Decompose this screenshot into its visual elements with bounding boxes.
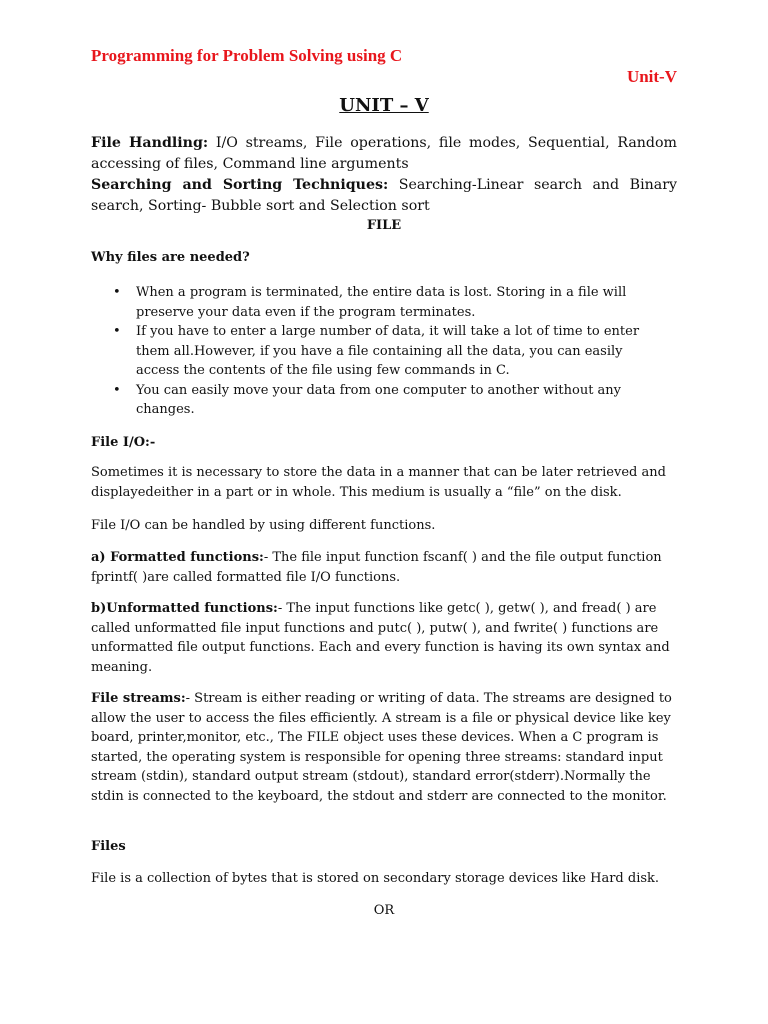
unformatted-label: b)Unformatted functions:	[91, 601, 278, 616]
list-item-text: When a program is terminated, the entire data is lost. Storing in a file will preserve your data even if the program terminates.	[136, 285, 627, 320]
or-separator: OR	[373, 903, 395, 918]
files-heading: Files	[91, 839, 126, 854]
list-item	[113, 283, 658, 322]
bullet-icon: •	[113, 285, 121, 300]
syllabus-searching	[91, 175, 677, 217]
searching-label: Searching and Sorting Techniques:	[91, 177, 389, 193]
course-title: Programming for Problem Solving using C	[91, 46, 403, 65]
file-streams-para	[91, 689, 677, 806]
formatted-text: - The file input function fscanf( ) and the file output function fprintf( )are called formatted file I/O functions.	[91, 550, 662, 585]
unit-label: Unit-V	[626, 67, 677, 86]
formatted-functions-para	[91, 548, 677, 587]
unformatted-functions-para	[91, 599, 677, 677]
file-handling-text: I/O streams, File operations, file modes, Sequential, Random accessing of files, Command line arguments	[91, 135, 677, 172]
list-item	[113, 322, 658, 381]
file-handling-label: File Handling:	[91, 135, 209, 151]
file-io-heading: File I/O:-	[91, 435, 156, 450]
file-heading: FILE	[366, 218, 402, 233]
unformatted-text: - The input functions like getc( ), getw( ), and fread( ) are called unformatted file input functions and putc( ), putw( ), and fwrite( ) functions are unformatted file output functions. Each and every function is having its own syntax and meaning.	[91, 601, 670, 675]
list-item-text: If you have to enter a large number of data, it will take a lot of time to enter them all.However, if you have a file containing all the data, you can easily access the contents of the file using few commands in C.	[136, 324, 640, 378]
syllabus-file-handling	[91, 133, 677, 175]
syllabus-block	[91, 133, 677, 217]
file-io-para2: File I/O can be handled by using different functions.	[91, 518, 436, 533]
list-item-text: You can easily move your data from one computer to another without any changes.	[136, 382, 622, 417]
searching-text: Searching-Linear search and Binary search, Sorting- Bubble sort and Selection sort	[91, 177, 677, 214]
bullet-icon: •	[113, 324, 121, 339]
unit-title: UNIT – V	[339, 95, 429, 116]
why-files-heading: Why files are needed?	[91, 250, 250, 265]
formatted-label: a) Formatted functions:	[91, 550, 264, 565]
streams-label: File streams:	[91, 691, 186, 706]
file-io-para1: Sometimes it is necessary to store the data in a manner that can be later retrieved and displayedeither in a part or in whole. This medium is usually a “file” on the disk.	[91, 465, 666, 500]
files-para: File is a collection of bytes that is stored on secondary storage devices like Hard disk.	[91, 871, 660, 886]
bullet-icon: •	[113, 382, 121, 398]
why-files-list	[113, 283, 658, 420]
streams-text: - Stream is either reading or writing of data. The streams are designed to allow the user to access the files efficiently. A stream is a file or physical device like key board, printer,monitor, etc., The FILE object uses these devices. When a C program is started, the operating system is responsible for opening three streams: standard input stream (stdin), standard output stream (stdout), standard error(stderr).Normally the stdin is connected to the keyboard, the stdout and stderr are connected to the monitor.	[91, 691, 672, 804]
list-item	[113, 381, 658, 420]
